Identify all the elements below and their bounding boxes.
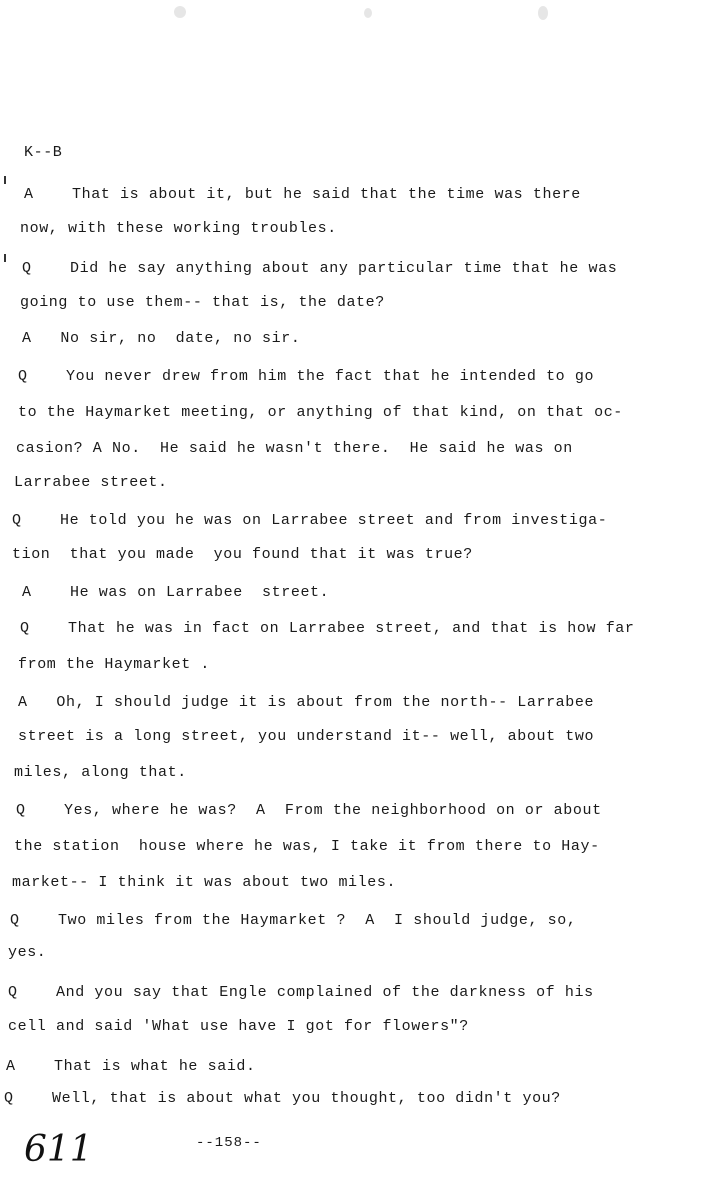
transcript-line: Q Well, that is about what you thought, too didn't you? [4,1090,561,1107]
scan-smudge [364,8,372,18]
transcript-line: Q Yes, where he was? A From the neighborhood on or about [16,802,602,819]
transcript-line: Q He told you he was on Larrabee street and from investiga- [12,512,608,529]
transcript-line: A Oh, I should judge it is about from the north-- Larrabee [18,694,595,711]
transcript-line: yes. [8,944,47,961]
transcript-line: casion? A No. He said he wasn't there. He said he was on [16,440,573,457]
page-number: --158-- [196,1135,262,1151]
transcript-line: cell and said 'What use have I got for flowers"? [8,1018,469,1035]
transcript-line: A He was on Larrabee street. [22,584,330,601]
transcript-line: Q That he was in fact on Larrabee street, and that is how far [20,620,635,637]
transcript-line: street is a long street, you understand it-- well, about two [18,728,595,745]
transcript-line: going to use them-- that is, the date? [20,294,385,311]
transcript-line: A That is what he said. [6,1058,256,1075]
transcript-line: tion that you made you found that it was true? [12,546,473,563]
transcript-line: Q Did he say anything about any particular time that he was [22,260,618,277]
transcript-line: Q You never drew from him the fact that he intended to go [18,368,595,385]
transcript-line: Q And you say that Engle complained of the darkness of his [8,984,594,1001]
transcript-line: A No sir, no date, no sir. [22,330,301,347]
transcript-line: market-- I think it was about two miles. [12,874,397,891]
scan-smudge [174,6,186,18]
transcript-line: to the Haymarket meeting, or anything of that kind, on that oc- [18,404,623,421]
transcript-line: now, with these working troubles. [20,220,337,237]
transcript-line: Larrabee street. [14,474,168,491]
scan-smudge [538,6,548,20]
transcript-line: miles, along that. [14,764,187,781]
transcript-line: the station house where he was, I take it from there to Hay- [14,838,600,855]
page-header: K--B [24,144,63,161]
margin-mark [4,176,6,184]
transcript-line: from the Haymarket . [18,656,211,673]
transcript-line: Q Two miles from the Haymarket ? A I should judge, so, [10,912,577,929]
handwritten-folio-number: 611 [24,1129,93,1170]
transcript-line: A That is about it, but he said that the time was there [24,186,581,203]
margin-mark [4,254,6,262]
